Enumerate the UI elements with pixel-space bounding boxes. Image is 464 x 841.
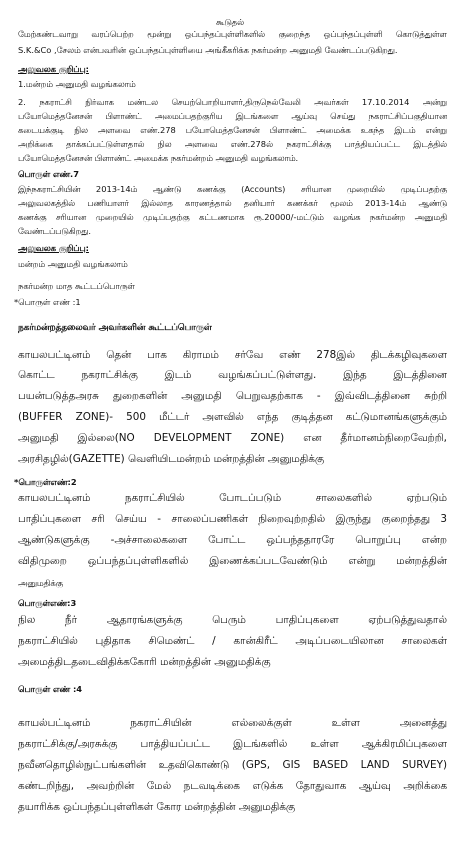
office-note-line: பயோமெத்தனேசன் பிளாண்ட் அமைப்பதற்குரிய இடங்களை ஆய்வு செய்து நகராட்சிப்பகுதியான (18, 111, 447, 121)
subject-7-line: அலுவலகத்தில் பணியாளர் இல்லாத காரணத்தால் தனியார் கணக்கர் மூலம் 2013-14ம் ஆண்டு (18, 198, 447, 208)
agenda-3-line: நில நீர் ஆதாரங்களுக்கு பெரும் பாதிப்புகளை ஏற்படுத்துவதால் (18, 614, 447, 626)
agenda-1-line: பயன்படுத்தஅரசு துறைகளின் அனுமதி பெறுவதற்காக - இவ்விடத்தினை சுற்றி (18, 390, 447, 402)
subject-7-line: இந்நகராட்சியின் 2013-14ம் ஆண்டு கணக்கு (Accounts) சரியான முறையில் முடிப்பதற்கு (18, 184, 447, 194)
subject-1-label: பொருள் எண் :1 (18, 297, 81, 307)
office-note-heading: அலுவலக குறிப்பு: (18, 64, 89, 74)
chairman-agenda-heading: நகர்மன்றத்தலைவர் அவர்களின் கூட்டப்பொருள் (18, 323, 212, 333)
agenda-4-line: காயல்பட்டினம் நகராட்சியின் எல்லைக்குள் உள்ள அனைத்து (18, 717, 447, 729)
office-note-line: பயோமெத்தனேசன் பிளாண்ட் அமைக்க நகர்மன்றம் அனுமதி வழங்கலாம். (18, 153, 299, 163)
agenda-1-line: கொட்ட நகராட்சிக்கு இடம் வழங்கப்பட்டுள்ளது. இந்த இடத்தினை (18, 369, 447, 381)
office-note-2-text: மன்றம் அனுமதி வழங்கலாம் (18, 259, 128, 269)
agenda-2-line: ஆண்டுகளுக்கு -அச்சாலைகளை போட்ட ஒப்பந்ததாரரே பொறுப்பு என்ற (18, 534, 447, 546)
agenda-3-line: அமைத்திடதடைவிதிக்ககோரி மன்றத்தின் அனுமதிக்கு (18, 656, 271, 668)
office-note-line: 2. நகராட்சி நிர்வாக மண்டல செயற்பொறியாளர்,திருநெல்வேலி அவர்கள் 17.10.2014 அன்று (18, 97, 447, 107)
bullet-mark: * (14, 477, 19, 487)
subject-1-heading (14, 297, 81, 307)
subject-2-label: பொருள்எண்:2 (18, 477, 77, 487)
agenda-1-line: (BUFFER ZONE)- 500 மீட்டர் அளவில் எந்த குடித்தன கட்டுமானங்களுக்கும் (18, 411, 447, 423)
office-note-line: அறிக்கை தாக்கப்பட்டுள்ளதால் நில அளவை எண்.278ல் நகராட்சிக்கு பாத்தியப்பட்ட இடத்தில் (18, 139, 447, 149)
bullet-mark: * (14, 297, 19, 307)
agenda-2-line: காயலபட்டினம் நகராட்சியில் போடப்படும் சாலைகளில் ஏற்படும் (18, 492, 447, 504)
subject-7-line: வேண்டப்படுகிறது. (18, 226, 92, 236)
agenda-4-line: நகராட்சிக்கு/அரசுக்கு பாத்தியப்பட்ட இடங்களில் உள்ள ஆக்கிரமிப்புகளை (18, 738, 447, 750)
office-note-item: 1.மன்றம் அனுமதி வழங்கலாம் (18, 79, 136, 89)
subject-2-heading (14, 477, 77, 487)
agenda-2-line: பாதிப்புகளை சரி செய்ய - சாலைப்பணிகள் நிறைவுற்றதில் இருந்து குறைந்தது 3 (18, 513, 447, 525)
agenda-1-line: அனுமதி இல்லை(NO DEVELOPMENT ZONE) என தீர்மானம்நிறைவேற்றி, (18, 432, 447, 444)
agenda-4-line: நவீனதொழில்நுட்பங்களின் உதவிகொண்டு (GPS, GIS BASED LAND SURVEY) (18, 759, 447, 771)
monthly-meeting-title: நகர்மன்ற மாத கூட்டப்பொருள் (18, 281, 135, 291)
agenda-4-line: கண்டறிந்து, அவற்றின் மேல் நடவடிக்கை எடுக்க தோதுவாக ஆய்வு அறிக்கை (18, 780, 447, 792)
kuduthal-label: கூடுதல் (216, 17, 245, 27)
agenda-1-line: அரசிதழில்(GAZETTE) வெளியிடமன்றம் மன்றத்தின் அனுமதிக்கு (18, 453, 325, 465)
subject-7-heading: பொருள் எண்.7 (18, 169, 79, 179)
agenda-4-line: தயாரிக்க ஒப்பந்தப்புள்ளிகள் கோர மன்றத்தின் அனுமதிக்கு (18, 801, 296, 813)
subject-7-line: கணக்கு சரியான முறையில் முடிப்பதற்கு கட்டணமாக ரூ.20000/-மட்டும் வழங்க நகர்மன்ற அனுமதி (18, 212, 447, 222)
office-note-line: கடையக்குடி நில அளவை எண்.278 பயோமெத்தனேசன் பிளாண்ட் அமைக்க உகந்த இடம் என்று (18, 125, 447, 135)
intro-line: S.K.&Co ,சேலம் என்பவரின் ஒப்பந்தப்புள்ளியை அங்கீகரிக்க நகர்மன்ற அனுமதி வேண்டப்படுகிறது. (18, 45, 398, 55)
agenda-2-line: அனுமதிக்கு (18, 578, 63, 588)
intro-line: மேற்கண்டவாறு வரப்பெற்ற மூன்று ஒப்பந்தப்புள்ளிகளில் குறைந்த ஒப்பந்தப்புள்ளி கொடுத்துள்ள (18, 29, 447, 39)
office-note-2-heading: அலுவலக குறிப்பு: (18, 243, 89, 253)
agenda-1-line: காயலபட்டினம் தென் பாக கிராமம் சர்வே எண் 278இல் திடக்கழிவுகளை (18, 349, 447, 361)
agenda-2-line: விதிமுறை ஒப்பந்தப்புள்ளிகளில் இணைக்கப்படவேண்டும் என்று மன்றத்தின் (18, 555, 447, 567)
agenda-3-line: நகராட்சியில் புதிதாக சிமெண்ட் / கான்கிரீட் அடிப்படையிலான சாலைகள் (18, 635, 447, 647)
subject-4-heading: பொருள் எண் :4 (18, 684, 83, 694)
subject-3-heading: பொருள்எண்:3 (18, 598, 77, 608)
